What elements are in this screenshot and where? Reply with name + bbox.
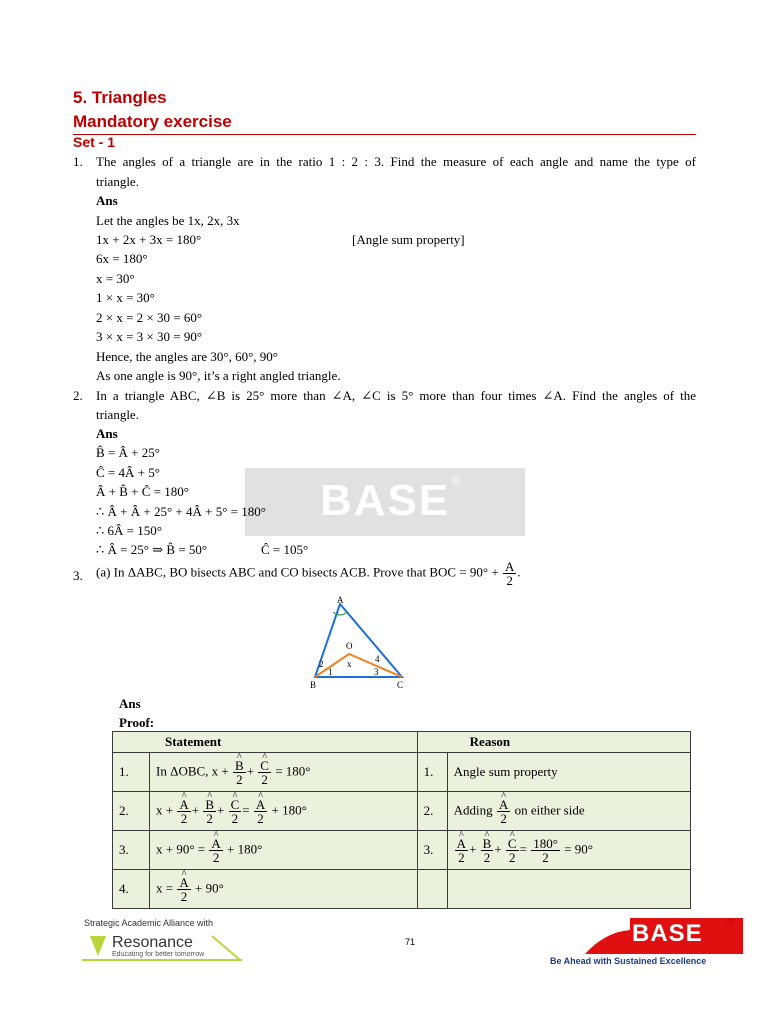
q2-equation: ∴ Â = 25° ⇒ B̂ = 50°: [96, 542, 208, 557]
col-reason: Reason: [417, 732, 690, 753]
q1-line: As one angle is 90°, it’s a right angled triangle.: [96, 368, 341, 383]
set-title: Set - 1: [73, 134, 116, 150]
q1-line: 3 × x = 3 × 30 = 90°: [96, 329, 203, 344]
label-b: B: [310, 680, 317, 690]
label-x: x: [347, 659, 352, 669]
statement-cell: x + ^ $\frac{A}{2}$ + ^ $\frac{B}{2}$ + ^ $\frac{C}{2}$ = ^ $\frac{A}{2}$ + 180°: [150, 792, 418, 831]
chapter-title: 5. Triangles: [73, 88, 167, 107]
label-angle-4: 4: [375, 654, 380, 664]
q1-line: 1x + 2x + 3x = 180°: [96, 232, 202, 247]
q3-question: (a) In ΔABC, BO bisects ABC and CO bisects ACB. Prove that BOC = 90° + $\frac{A}{2}$ .: [96, 559, 521, 588]
q1-number: 1.: [73, 154, 83, 169]
label-angle-3: 3: [374, 667, 379, 677]
q1-line: Hence, the angles are 30°, 60°, 90°: [96, 349, 279, 364]
watermark-text: BASE: [320, 476, 451, 525]
q2-equation: ∴ 6Â = 150°: [96, 523, 162, 538]
q1-line: 6x = 180°: [96, 251, 148, 266]
q1-question-line2: triangle.: [96, 174, 139, 189]
label-a: A: [337, 595, 344, 605]
q3-number: 3.: [73, 568, 83, 583]
table-header-row: [113, 732, 691, 753]
q1-line: Let the angles be 1x, 2x, 3x: [96, 213, 240, 228]
reason-number: 2.: [417, 792, 447, 831]
label-angle-1: 1: [328, 667, 333, 677]
q1-line: 1 × x = 30°: [96, 290, 155, 305]
q1-question-line1: The angles of a triangle are in the ratio 1 : 2 : 3. Find the measure of each angle and name the type of: [96, 154, 696, 169]
q3-question-text: (a) In ΔABC, BO bisects ABC and CO bisects ACB. Prove that BOC = 90° +: [96, 564, 499, 580]
resonance-name: Resonance: [112, 934, 193, 951]
reason-cell: [447, 870, 690, 909]
reason-number: 3.: [417, 831, 447, 870]
angle-a-arc: [333, 612, 347, 615]
q3-fraction: $\frac{A}{2}$: [504, 559, 515, 588]
q3-ans-label: Ans: [119, 696, 141, 711]
alliance-label: Strategic Academic Alliance with: [84, 918, 214, 928]
table-row: [113, 753, 691, 792]
label-c: C: [397, 680, 404, 690]
statement-cell: x = ^ $\frac{A}{2}$ + 90°: [150, 870, 418, 909]
q2-equation-c: Ĉ = 105°: [261, 542, 309, 557]
reason-number: 1.: [417, 753, 447, 792]
proof-table: [112, 731, 691, 909]
row-number: 4.: [113, 870, 150, 909]
col-statement: Statement: [113, 732, 418, 753]
triangle-diagram: [300, 592, 420, 692]
base-logo-text: BASE: [632, 920, 703, 947]
q1-line: x = 30°: [96, 271, 135, 286]
label-o: O: [346, 641, 353, 651]
q2-ans-label: Ans: [96, 426, 118, 441]
table-row: [113, 870, 691, 909]
statement-cell: In ΔOBC, x + ^ $\frac{B}{2}$ + ^ $\frac{C}{2}$ = 180°: [150, 753, 418, 792]
q2-equation: B̂ = Â + 25°: [96, 445, 160, 460]
q1-ans-label: Ans: [96, 193, 118, 208]
q2-question-line2: triangle.: [96, 407, 139, 422]
reason-cell: Adding ^ $\frac{A}{2}$ on either side: [447, 792, 690, 831]
q2-number: 2.: [73, 388, 83, 403]
q2-equation: ∴ Â + Â + 25° + 4Â + 5° = 180°: [96, 504, 266, 519]
statement-cell: x + 90° = ^ $\frac{A}{2}$ + 180°: [150, 831, 418, 870]
table-row: [113, 792, 691, 831]
q2-equation: Â + B̂ + Ĉ = 180°: [96, 484, 189, 499]
q1-reason: [Angle sum property]: [352, 232, 465, 247]
row-number: 1.: [113, 753, 150, 792]
table-row: [113, 831, 691, 870]
row-number: 3.: [113, 831, 150, 870]
q2-question-line1: In a triangle ABC, ∠B is 25° more than ∠A, ∠C is 5° more than four times ∠A. Find the angles of the: [96, 388, 696, 403]
row-number: 2.: [113, 792, 150, 831]
resonance-tagline: Educating for better tomorrow: [112, 951, 205, 958]
page-number: 71: [405, 937, 416, 947]
watermark-registered: ®: [452, 474, 461, 488]
resonance-mark: [90, 936, 106, 956]
base-registered: ®: [727, 917, 734, 927]
q2-equation: Ĉ = 4Â + 5°: [96, 465, 160, 480]
reason-cell: ^ $\frac{A}{2}$ + ^ $\frac{B}{2}$ + ^ $\frac{C}{2}$ = $\frac{180^\circ}{2}$ = 90°: [447, 831, 690, 870]
reason-number: [417, 870, 447, 909]
heading-rule: [73, 134, 696, 135]
proof-label: Proof:: [119, 715, 155, 730]
reason-cell: Angle sum property: [447, 753, 690, 792]
label-angle-2: 2: [319, 659, 324, 669]
exercise-title: Mandatory exercise: [73, 112, 232, 131]
q1-line: 2 × x = 2 × 30 = 60°: [96, 310, 203, 325]
base-tagline: Be Ahead with Sustained Excellence: [550, 956, 707, 966]
